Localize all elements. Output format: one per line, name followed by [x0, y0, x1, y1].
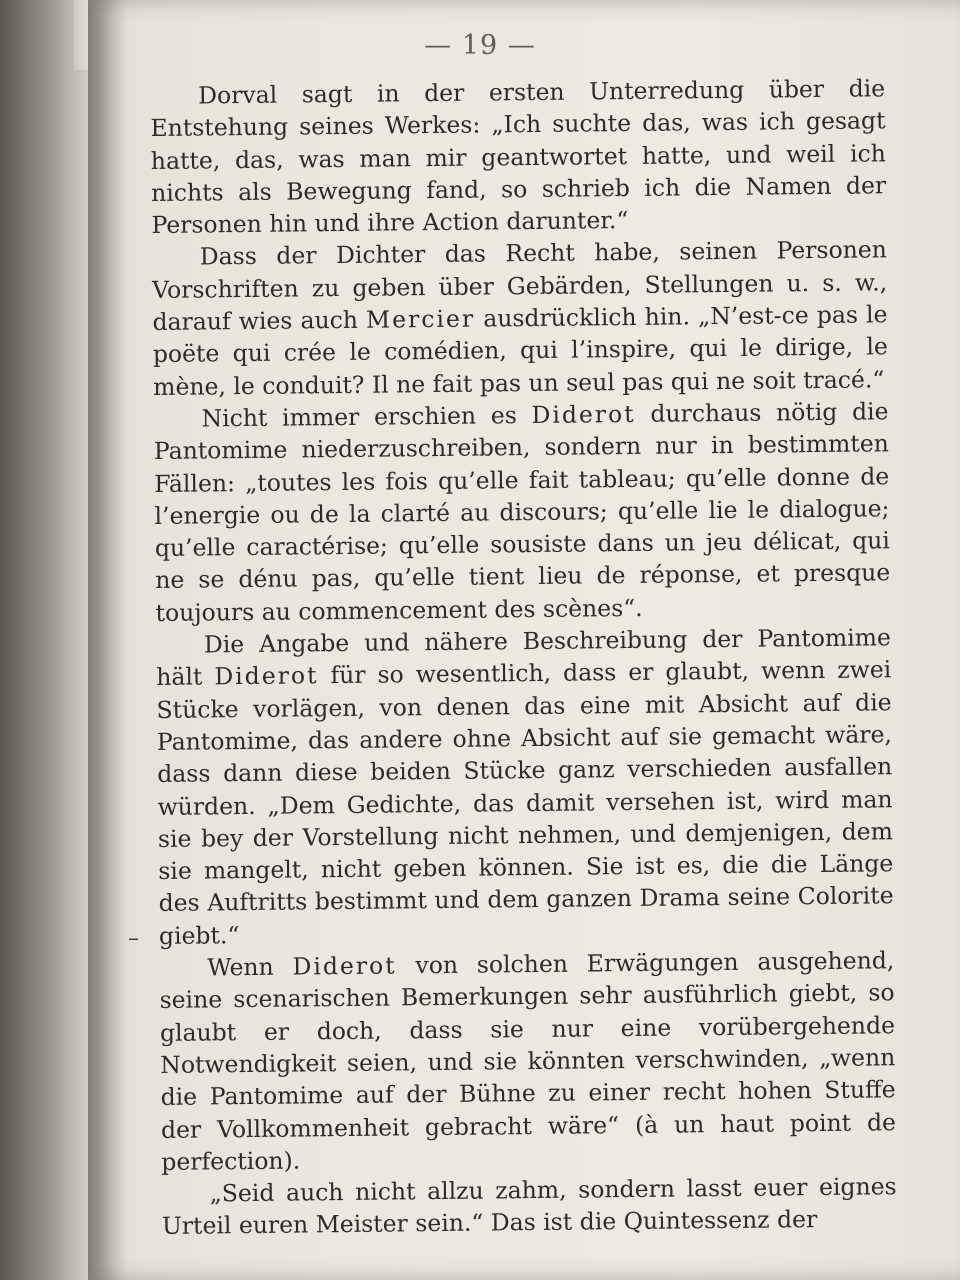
paragraph	[152, 234, 889, 403]
text-run: Dorval sagt in der ersten Unterredung über die Entstehung seines Werkes: „Ich suchte das, was ich gesagt hatte, das, was man mir geantwortet hatte, und weil ich nichts als Bewegung fand, so schrieb ich die Namen der Personen hin und ihre Action darunter.“	[150, 74, 887, 240]
text-run: Dass der Dichter das Recht habe, seinen Personen Vorschriften zu geben über Gebärden, Stellungen u. s. w., darauf wies auch	[152, 235, 888, 337]
text-run: von solchen Erwägungen ausgehend, seine scenarischen Bemerkungen sehr ausführlich giebt, so glaubt er doch, dass sie nur eine vorübergehende Notwendigkeit seien, und sie könnten verschwinden, „wenn die Pantomime auf der Bühne zu einer recht hohen Stuffe der Vollkommenheit gebracht wäre“ (à un haut point de perfection).	[159, 946, 897, 1176]
paragraph	[159, 944, 896, 1178]
previous-page-edge	[0, 0, 92, 1280]
paragraph	[153, 395, 890, 629]
spaced-name: Diderot	[531, 399, 636, 429]
spaced-name: Diderot	[214, 661, 319, 691]
spaced-name: Diderot	[292, 951, 397, 981]
paragraph	[150, 72, 887, 241]
text-run: durchaus nötig die Pantomime niederzuschreiben, sondern nur in bestimmten Fällen: „toutes les fois qu’elle fait tableau; qu’elle donne de l’energie ou de la clarté au discours; qu’elle lie le dialogue; qu’elle caractérise; qu’elle sousiste dans un jeu délicat, qui ne se dénu pas, qu’elle tient lieu de réponse, et presque toujours au commencement des scènes“.	[153, 397, 891, 627]
page-number: — 19 —	[424, 30, 536, 61]
spine-shadow	[88, 0, 128, 1280]
text-run: „Seid auch nicht allzu zahm, sondern lasst euer eignes Urteil euren Meister sein.“ Das ist die Quintessenz der	[161, 1172, 897, 1241]
text-run: Die Angabe und nähere Beschreibung der Pantomime hält	[156, 623, 892, 692]
text-run: ausdrücklich hin. „N’est-ce pas le poëte qui crée le comédien, qui l’inspire, qui le dirige, le mène, le conduit? Il ne fait pas un seul pas qui ne soit tracé.“	[152, 300, 888, 401]
text-run: für so wesentlich, dass er glaubt, wenn zwei Stücke vorlägen, von denen das eine mit Absicht auf die Pantomime, das andere ohne Absicht auf sie gemacht wäre, dass dann diese beiden Stücke ganz verschieden ausfallen würden. „Dem Gedichte, das damit versehen ist, wird man sie bey der Vorstellung nicht nehmen, und demjenigen, dem sie mangelt, nicht geben können. Sie ist es, die die Länge des Auftritts bestimmt und dem ganzen Drama seine Colorite giebt.“	[156, 655, 894, 950]
paragraph	[161, 1170, 897, 1242]
text-run: Wenn	[207, 952, 293, 982]
paragraph	[156, 621, 894, 952]
text-run: Nicht immer erschien es	[201, 400, 532, 433]
body-text	[150, 72, 897, 1242]
margin-mark: –	[128, 926, 139, 951]
spaced-name: Mercier	[365, 304, 476, 334]
